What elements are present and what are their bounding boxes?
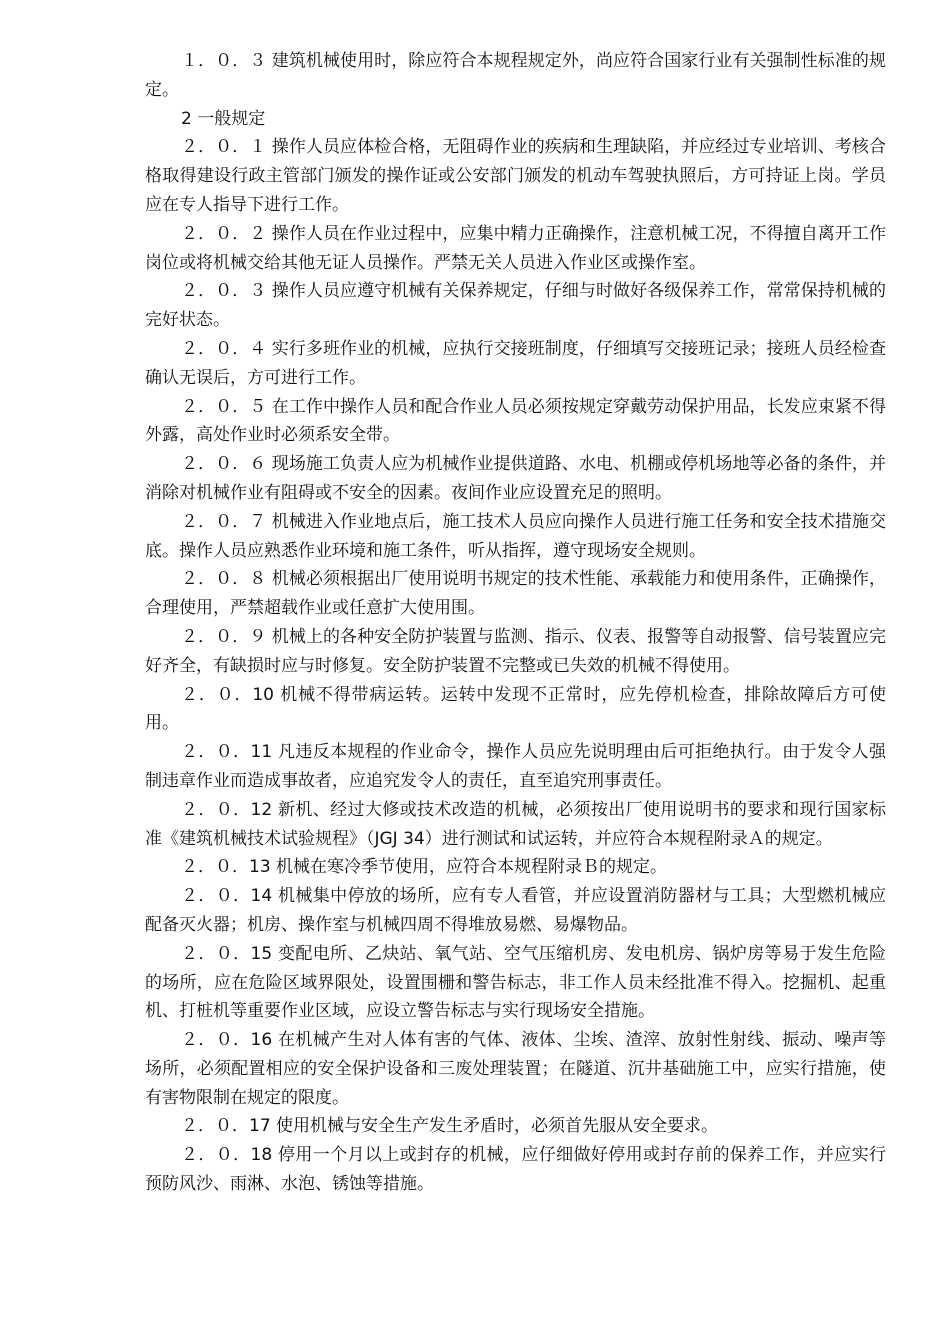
paragraph-2-0-1: ２．０．１ 操作人员应体检合格，无阻碍作业的疾病和生理缺陷，并应经过专业培训、考核合格取得建设行政主管部门颁发的操作证或公安部门颁发的机动车驾驶执照后，方可持证上岗。学员应在专人指导下进行工作。 bbox=[145, 137, 886, 215]
paragraph-2-0-17: ２．０．17 使用机械与安全生产发生矛盾时，必须首先服从安全要求。 bbox=[181, 1116, 719, 1137]
paragraph-1-0-3: １．０．３ 建筑机械使用时，除应符合本规程规定外，尚应符合国家行业有关强制性标准的规定。 bbox=[145, 51, 886, 100]
paragraph-2-0-11: ２．０．11 凡违反本规程的作业命令，操作人员应先说明理由后可拒绝执行。由于发令人强制违章作业而造成事故者，应追究发令人的责任，直至追究刑事责任。 bbox=[145, 742, 886, 791]
paragraph-2-0-18: ２．０．18 停用一个月以上或封存的机械，应仔细做好停用或封存前的保养工作，并应实行预防风沙、雨淋、水泡、锈蚀等措施。 bbox=[145, 1145, 886, 1195]
paragraph-2-0-15: ２．０．15 变配电所、乙炔站、氧气站、空气压缩机房、发电机房、锅炉房等易于发生危险的场所，应在危险区域界限处，设置围栅和警告标志，非工作人员未经批准不得入。挖掘机、起重机、打桩机等重要作业区域，应设立警告标志与实行现场安全措施。 bbox=[145, 943, 886, 1022]
paragraph-2-0-12: ２．０．12 新机、经过大修或技术改造的机械，必须按出厂使用说明书的要求和现行国家标准《建筑机械技术试验规程》（JGJ 34）进行测试和试运转，并应符合本规程附录Ａ的规定。 bbox=[145, 799, 886, 849]
section-heading-general-rules: 2 一般规定 bbox=[181, 108, 266, 129]
paragraph-2-0-13: ２．０．13 机械在寒冷季节使用，应符合本规程附录Ｂ的规定。 bbox=[181, 857, 668, 878]
paragraph-2-0-7: ２．０．７ 机械进入作业地点后，施工技术人员应向操作人员进行施工任务和安全技术措施交底。操作人员应熟悉作业环境和施工条件，听从指挥，遵守现场安全规则。 bbox=[145, 511, 886, 561]
paragraph-2-0-10: ２．０．10 机械不得带病运转。运转中发现不正常时，应先停机检查，排除故障后方可使用。 bbox=[145, 684, 886, 734]
paragraph-2-0-4: ２．０．４ 实行多班作业的机械，应执行交接班制度，仔细填写交接班记录；接班人员经检查确认无误后，方可进行工作。 bbox=[145, 338, 886, 388]
paragraph-2-0-8: ２．０．８ 机械必须根据出厂使用说明书规定的技术性能、承载能力和使用条件，正确操作，合理使用，严禁超载作业或任意扩大使用围。 bbox=[145, 569, 886, 619]
paragraph-2-0-16: ２．０．16 在机械产生对人体有害的气体、液体、尘埃、渣滓、放射性射线、振动、噪声等场所，必须配置相应的安全保护设备和三废处理装置；在隧道、沉井基础施工中，应实行措施，使有害物限制在规定的限度。 bbox=[145, 1030, 886, 1108]
paragraph-2-0-2: ２．０．２ 操作人员在作业过程中，应集中精力正确操作，注意机械工况，不得擅自离开工作岗位或将机械交给其他无证人员操作。严禁无关人员进入作业区或操作室。 bbox=[145, 223, 886, 273]
paragraph-2-0-6: ２．０．６ 现场施工负责人应为机械作业提供道路、水电、机棚或停机场地等必备的条件，并消除对机械作业有阻碍或不安全的因素。夜间作业应设置充足的照明。 bbox=[145, 454, 886, 503]
paragraph-2-0-5: ２．０．５ 在工作中操作人员和配合作业人员必须按规定穿戴劳动保护用品，长发应束紧不得外露，高处作业时必须系安全带。 bbox=[145, 396, 886, 446]
paragraph-2-0-14: ２．０．14 机械集中停放的场所，应有专人看管，并应设置消防器材与工具；大型燃机械应配备灭火器；机房、操作室与机械四周不得堆放易燃、易爆物品。 bbox=[145, 886, 886, 935]
paragraph-2-0-9: ２．０．９ 机械上的各种安全防护装置与监测、指示、仪表、报警等自动报警、信号装置应完好齐全，有缺损时应与时修复。安全防护装置不完整或已失效的机械不得使用。 bbox=[145, 626, 886, 676]
paragraph-2-0-3: ２．０．３ 操作人员应遵守机械有关保养规定，仔细与时做好各级保养工作，常常保持机械的完好状态。 bbox=[145, 281, 886, 331]
